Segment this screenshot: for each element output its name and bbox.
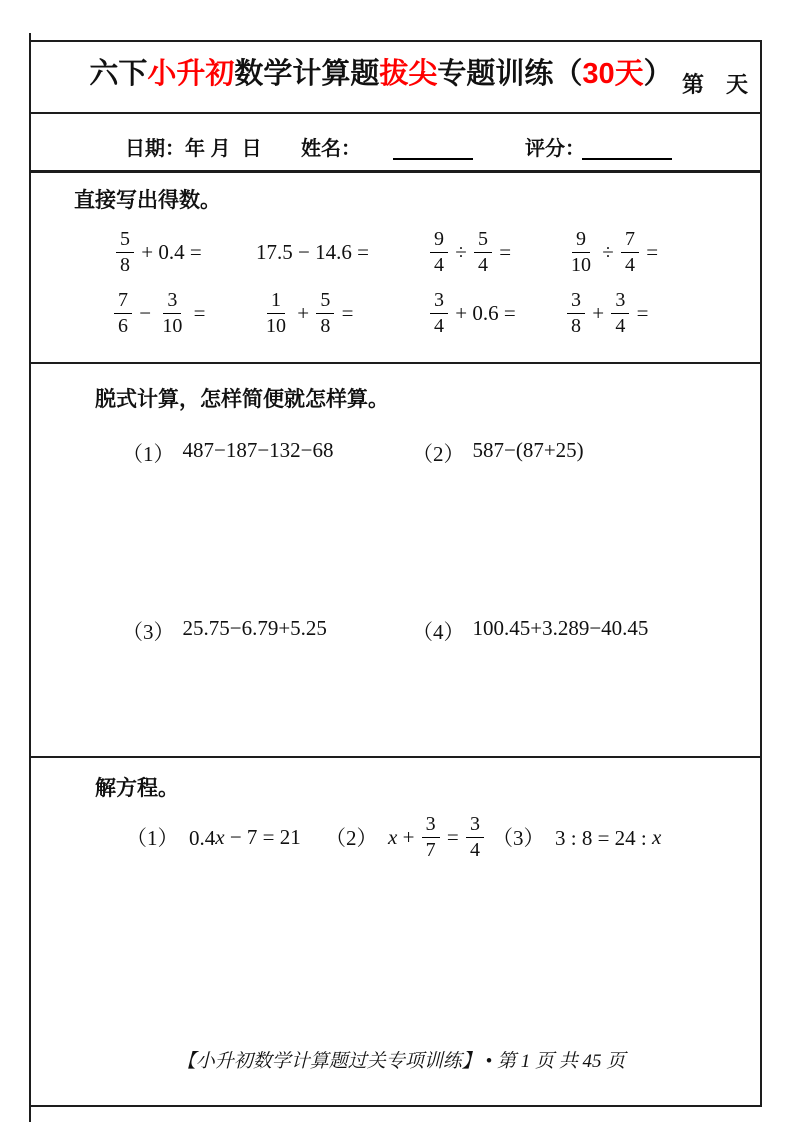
math-token: − 7 = 21: [224, 824, 301, 849]
math-token: +: [587, 300, 610, 325]
fraction-numerator: 5: [116, 228, 134, 252]
math-problem: [565, 284, 648, 342]
fraction-numerator: 9: [572, 228, 590, 252]
title-segment: 六下: [89, 58, 148, 90]
problem-number: （4）: [412, 620, 465, 644]
row-divider-sec2: [29, 756, 762, 758]
name-blank-line: [393, 136, 473, 160]
page-title: [31, 58, 731, 91]
fraction-numerator: 7: [114, 289, 132, 313]
math-token: −: [134, 300, 157, 325]
fraction-denominator: 4: [478, 253, 489, 276]
title-segment-red: 30天: [582, 58, 644, 90]
section2-header: 脱式计算，怎样简便就怎样算。: [95, 388, 389, 411]
fraction-denominator: 8: [571, 314, 581, 337]
fraction-numerator: 3: [422, 813, 440, 837]
math-token: +: [397, 824, 420, 849]
math-problem: [412, 616, 648, 646]
math-problem: [114, 223, 207, 281]
math-problem: [260, 284, 353, 342]
fraction: [158, 289, 186, 337]
fraction-numerator: 5: [316, 289, 334, 313]
math-problem: [412, 438, 584, 468]
math-token: =: [631, 300, 649, 325]
table-border-bottom: [29, 1105, 762, 1107]
fraction-denominator: 4: [615, 314, 626, 337]
math-token: ÷: [597, 239, 620, 264]
fraction: [567, 228, 595, 276]
problem-expression: 100.45+3.289−40.45: [472, 616, 649, 640]
math-token: =: [641, 239, 659, 264]
fraction-numerator: 1: [267, 289, 285, 313]
fraction-denominator: 4: [434, 253, 444, 276]
title-segment-red: 拔尖: [379, 58, 438, 90]
table-border-right: [760, 40, 762, 1106]
fraction-denominator: 4: [625, 253, 636, 276]
problem-expression: 25.75−6.79+5.25: [182, 616, 327, 640]
title-segment-red: 小升初: [147, 58, 235, 90]
math-problem: [428, 223, 511, 281]
math-token: =: [494, 239, 512, 264]
fraction: [474, 228, 492, 276]
fraction-numerator: 5: [474, 228, 492, 252]
fraction: [114, 289, 132, 337]
fraction: [422, 813, 440, 861]
math-problem: [256, 223, 369, 281]
footer-page-indicator: 【小升初数学计算题过关专项训练】 • 第 1 页 共 45 页: [176, 1051, 626, 1072]
title-segment: 专题训练（: [437, 58, 583, 90]
name-label: 姓名：: [301, 138, 361, 160]
fraction-numerator: 3: [466, 813, 484, 837]
fraction: [430, 289, 448, 337]
fraction-denominator: 6: [118, 314, 128, 337]
math-token: ÷: [450, 239, 473, 264]
math-token: （1） 0.4: [126, 826, 216, 850]
problem-number: （1）: [122, 442, 175, 466]
math-variable: x: [652, 824, 662, 849]
math-token: （3） 3 : 8 = 24 :: [492, 826, 653, 850]
score-label: 评分：: [525, 138, 585, 160]
fraction: [430, 228, 448, 276]
fraction-denominator: 10: [571, 253, 591, 276]
date-label: 日期：年 月 日: [125, 138, 262, 160]
fraction: [621, 228, 639, 276]
fraction: [262, 289, 290, 337]
row-divider-date: [29, 170, 762, 173]
score-blank-line: [582, 136, 672, 160]
section1-header: 直接写出得数。: [74, 189, 221, 212]
fraction-denominator: 10: [266, 314, 286, 337]
math-token: + 0.6 =: [450, 300, 516, 325]
title-segment: 数学计算题: [234, 58, 380, 90]
section3-header: 解方程。: [95, 777, 179, 800]
fraction-numerator: 3: [430, 289, 448, 313]
fraction-denominator: 4: [434, 314, 444, 337]
math-token: 17.5 − 14.6 =: [256, 239, 369, 264]
math-token: +: [292, 300, 315, 325]
math-token: + 0.4 =: [136, 239, 207, 264]
math-problem: [122, 616, 327, 646]
math-problem: [565, 223, 658, 281]
math-variable: x: [388, 824, 398, 849]
title-segment: ）: [643, 58, 673, 90]
fraction-numerator: 7: [621, 228, 639, 252]
math-problem: [112, 284, 205, 342]
math-token: （2）: [325, 826, 388, 850]
problem-expression: 587−(87+25): [472, 438, 584, 462]
problem-number: （3）: [122, 620, 175, 644]
math-problem: [122, 438, 334, 468]
fraction: [567, 289, 585, 337]
math-problem: [126, 808, 301, 866]
fraction-denominator: 7: [425, 838, 436, 861]
math-variable: x: [215, 824, 225, 849]
table-border-top: [29, 40, 762, 42]
fraction-numerator: 9: [430, 228, 448, 252]
fraction: [466, 813, 484, 861]
fraction: [316, 289, 334, 337]
fraction-numerator: 3: [611, 289, 629, 313]
fraction-denominator: 10: [162, 314, 183, 337]
problem-expression: 487−187−132−68: [182, 438, 334, 462]
row-divider-sec1: [29, 362, 762, 364]
math-token: =: [188, 300, 206, 325]
fraction-denominator: 8: [320, 314, 331, 337]
math-problem: [325, 808, 486, 866]
row-divider-title: [29, 112, 762, 114]
math-token: =: [441, 824, 465, 849]
table-border-left: [29, 33, 31, 1122]
math-token: =: [336, 300, 354, 325]
fraction: [611, 289, 629, 337]
fraction-denominator: 4: [470, 838, 481, 861]
fraction-numerator: 3: [163, 289, 181, 313]
fraction-numerator: 3: [567, 289, 585, 313]
fraction: [116, 228, 134, 276]
math-problem: [428, 284, 516, 342]
fraction-denominator: 8: [120, 253, 130, 276]
math-problem: [492, 808, 661, 866]
day-number-field: 第 天: [682, 72, 749, 97]
problem-number: （2）: [412, 442, 465, 466]
